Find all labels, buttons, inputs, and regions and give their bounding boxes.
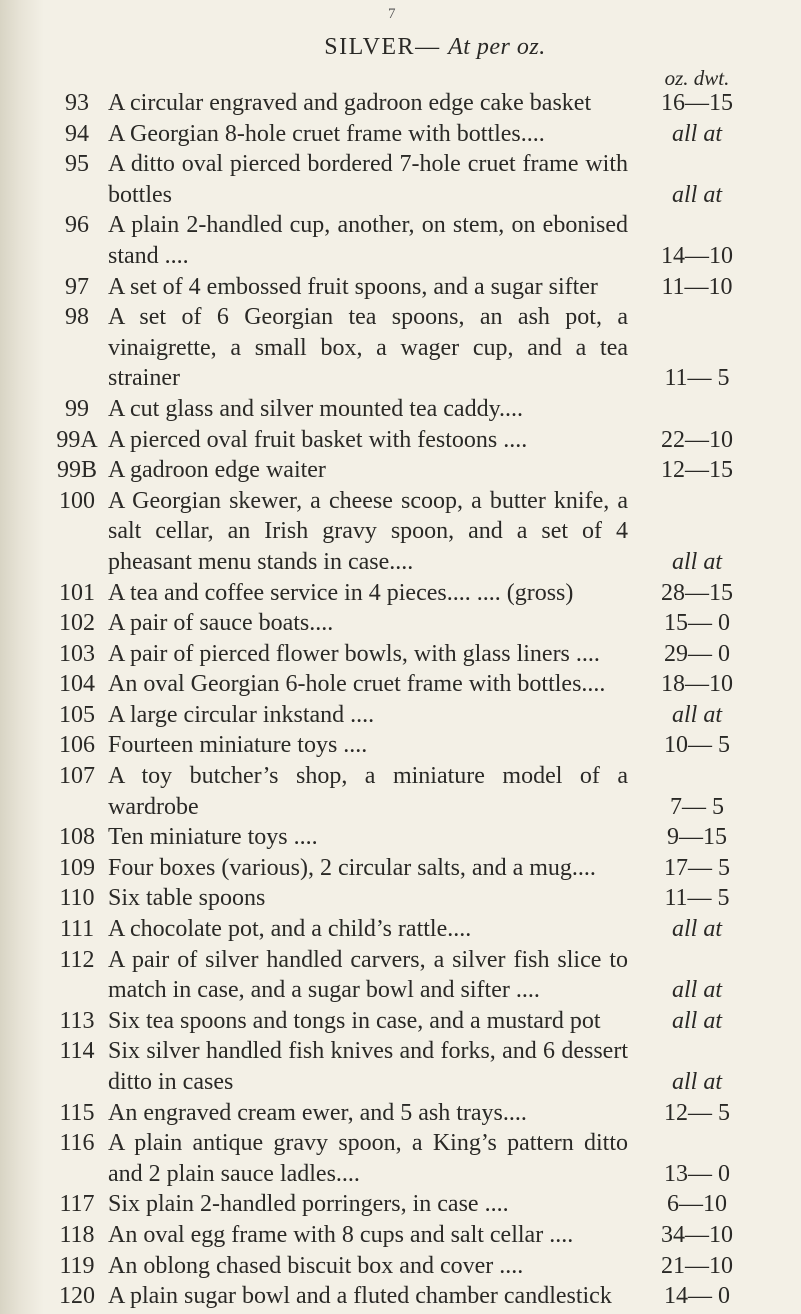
lot-description: An engraved cream ewer, and 5 ash trays....: [108, 1099, 527, 1126]
lot-number: 94: [65, 120, 89, 147]
lot-description: A plain 2-handled cup, another, on stem, on ebonised stand ....: [108, 212, 628, 269]
lot-description: A large circular inkstand ....: [108, 701, 375, 728]
lot-price: 11—10: [661, 273, 733, 300]
lot-price: all at: [671, 120, 722, 147]
lot-row: [0, 486, 801, 578]
lot-number: 96: [65, 212, 89, 239]
lot-list: [0, 88, 801, 1312]
lot-row: [0, 302, 801, 394]
lot-price: 28—15: [661, 579, 733, 606]
lot-number: 105: [59, 701, 95, 728]
lot-description: Ten miniature toys ....: [108, 824, 318, 851]
lot-description: A tea and coffee service in 4 pieces.... .... (gross): [108, 579, 574, 606]
lot-description: A pair of pierced flower bowls, with glass liners ....: [108, 640, 600, 667]
lot-description: Four boxes (various), 2 circular salts, and a mug....: [108, 854, 596, 881]
running-head: [250, 34, 620, 61]
lot-description: Fourteen miniature toys ....: [108, 732, 368, 759]
lot-description: Six plain 2-handled porringers, in case ....: [108, 1191, 509, 1218]
lot-number: 114: [59, 1038, 95, 1065]
lot-price: all at: [671, 701, 722, 728]
lot-number: 115: [59, 1099, 95, 1126]
lot-number: 97: [65, 273, 89, 300]
lot-row: [0, 639, 801, 670]
lot-price: 13— 0: [664, 1160, 730, 1187]
lot-number: 117: [59, 1191, 95, 1218]
lot-row: [0, 853, 801, 884]
lot-description: A ditto oval pierced bordered 7-hole cruet frame with bottles: [108, 151, 628, 208]
price-column-head: oz. dwt.: [664, 66, 730, 90]
lot-number: 93: [65, 90, 89, 116]
lot-price: 22—10: [661, 426, 733, 453]
lot-price: 9—15: [667, 824, 727, 851]
lot-number: 101: [59, 579, 95, 606]
lot-row: [0, 88, 801, 119]
lot-row: [0, 149, 801, 210]
lot-number: 100: [59, 487, 95, 514]
lot-number: 98: [65, 304, 89, 331]
lot-price: 29— 0: [664, 640, 730, 667]
lot-price: 7— 5: [670, 793, 724, 820]
lot-number: 116: [59, 1130, 95, 1157]
lot-price: all at: [671, 1069, 722, 1095]
lot-description: Six tea spoons and tongs in case, and a mustard pot: [108, 1007, 601, 1034]
lot-price: 6—10: [667, 1191, 727, 1218]
lot-description: Six table spoons: [108, 885, 266, 912]
lot-description: An oval Georgian 6-hole cruet frame with bottles....: [108, 671, 606, 698]
lot-price: 34—10: [661, 1221, 733, 1248]
lot-row: [0, 119, 801, 150]
lot-row: [0, 669, 801, 700]
lot-number: 95: [65, 151, 89, 178]
lot-row: [0, 700, 801, 731]
lot-description: A pair of sauce boats....: [108, 610, 334, 637]
lot-row: [0, 1098, 801, 1129]
lot-row: [0, 394, 801, 425]
lot-description: A toy butcher’s shop, a miniature model of a wardrobe: [108, 763, 628, 820]
lot-description: A Georgian 8-hole cruet frame with bottles....: [108, 120, 545, 147]
lot-description: An oval egg frame with 8 cups and salt cellar ....: [108, 1221, 574, 1248]
lot-row: [0, 1281, 801, 1312]
lot-number: 99A: [56, 426, 98, 453]
lot-row: [0, 914, 801, 945]
lot-row: [0, 1128, 801, 1189]
lot-number: 108: [59, 824, 95, 851]
running-head-title: SILVER—: [324, 34, 441, 60]
lot-price: 11— 5: [664, 885, 730, 912]
lot-price: all at: [671, 916, 722, 943]
lot-row: [0, 608, 801, 639]
lot-description: An oblong chased biscuit box and cover ....: [108, 1252, 524, 1279]
lot-price: 14— 0: [664, 1283, 730, 1310]
lot-description: A set of 4 embossed fruit spoons, and a sugar sifter: [108, 273, 598, 300]
lot-number: 112: [59, 946, 95, 973]
lot-number: 113: [59, 1007, 95, 1034]
lot-price: 21—10: [661, 1252, 733, 1279]
lot-price: 17— 5: [664, 854, 730, 881]
lot-price: 14—10: [661, 242, 733, 269]
lot-number: 118: [59, 1221, 95, 1248]
lot-price: 10— 5: [664, 732, 730, 759]
lot-description: A pierced oval fruit basket with festoons ....: [108, 426, 528, 453]
lot-description: A circular engraved and gadroon edge cake basket: [108, 90, 592, 116]
lot-price: 16—15: [661, 90, 733, 116]
lot-number: 99: [65, 395, 89, 422]
lot-row: [0, 1220, 801, 1251]
lot-number: 111: [59, 916, 95, 943]
lot-price: all at: [671, 977, 722, 1004]
lot-row: [0, 425, 801, 456]
lot-row: [0, 1006, 801, 1037]
lot-description: A plain antique gravy spoon, a King’s pattern ditto and 2 plain sauce ladles....: [108, 1130, 628, 1187]
lot-row: [0, 210, 801, 271]
lot-row: [0, 761, 801, 822]
lot-number: 99B: [56, 457, 97, 484]
lot-row: [0, 883, 801, 914]
lot-description: A plain sugar bowl and a fluted chamber candlestick: [108, 1283, 612, 1310]
lot-row: [0, 1189, 801, 1220]
running-head-rate: At per oz.: [448, 34, 546, 60]
lot-row: [0, 730, 801, 761]
lot-description: A pair of silver handled carvers, a silver fish slice to match in case, and a sugar bowl and sifter ....: [108, 946, 628, 1004]
lot-number: 103: [59, 640, 95, 667]
lot-row: [0, 455, 801, 486]
lot-price: 18—10: [661, 671, 733, 698]
lot-description: A set of 6 Georgian tea spoons, an ash pot, a vinaigrette, a small box, a wager cup, and a tea strainer: [108, 304, 628, 392]
lot-row: [0, 1251, 801, 1282]
lot-description: A gadroon edge waiter: [108, 457, 326, 484]
lot-price: 12—15: [661, 457, 733, 484]
lot-price: all at: [671, 548, 722, 575]
lot-price: 15— 0: [664, 610, 730, 637]
lot-price: 11— 5: [664, 365, 730, 392]
lot-row: [0, 272, 801, 303]
lot-description: A Georgian skewer, a cheese scoop, a butter knife, a salt cellar, an Irish gravy spoon, and a set of 4 pheasant menu stands in case....: [108, 487, 628, 575]
lot-number: 104: [59, 671, 95, 698]
lot-number: 106: [59, 732, 95, 759]
lot-price: 12— 5: [664, 1099, 730, 1126]
lot-row: [0, 578, 801, 609]
lot-number: 109: [59, 854, 95, 881]
lot-row: [0, 822, 801, 853]
lot-row: [0, 1036, 801, 1097]
lot-number: 120: [59, 1283, 95, 1310]
lot-description: Six silver handled fish knives and forks, and 6 dessert ditto in cases: [108, 1038, 628, 1095]
lot-number: 102: [59, 610, 95, 637]
lot-number: 119: [59, 1252, 95, 1279]
lot-price: all at: [671, 181, 722, 208]
lot-number: 110: [59, 885, 95, 912]
lot-number: 107: [59, 763, 95, 790]
page-number: 7: [388, 6, 396, 22]
lot-row: [0, 945, 801, 1006]
lot-description: A cut glass and silver mounted tea caddy....: [108, 395, 524, 422]
lot-description: A chocolate pot, and a child’s rattle....: [108, 916, 472, 943]
lot-price: all at: [671, 1007, 722, 1034]
